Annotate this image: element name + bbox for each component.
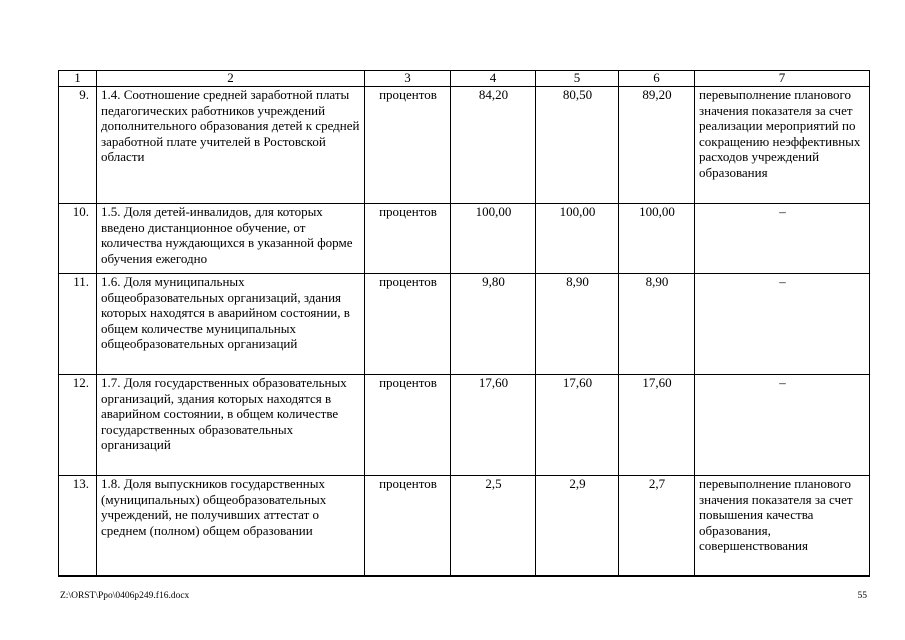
value-cell: 2,5 xyxy=(451,476,536,577)
indicator-name: 1.4. Соотношение средней заработной платы педагогических работников учреждений дополнительного образования детей к средней заработной плате учителей в Ростовской области xyxy=(97,87,365,204)
value-cell: 100,00 xyxy=(451,204,536,274)
value-cell: 89,20 xyxy=(619,87,695,204)
note-cell: – xyxy=(695,204,870,274)
value-cell: 17,60 xyxy=(451,375,536,476)
row-number: 10. xyxy=(59,204,97,274)
unit-cell: процентов xyxy=(365,87,451,204)
note-cell: перевыполнение планового значения показателя за счет реализации мероприятий по сокращению неэффективных расходов учреждений образования xyxy=(695,87,870,204)
header-cell: 5 xyxy=(536,71,619,87)
header-cell: 3 xyxy=(365,71,451,87)
table-row xyxy=(59,87,870,204)
value-cell: 8,90 xyxy=(619,274,695,375)
value-cell: 80,50 xyxy=(536,87,619,204)
header-cell: 1 xyxy=(59,71,97,87)
table-row xyxy=(59,476,870,577)
footer-file-path: Z:\ORST\Ppo\0406p249.f16.docx xyxy=(60,591,190,601)
indicator-name: 1.8. Доля выпускников государственных (муниципальных) общеобразовательных учреждений, не получивших аттестат о среднем (полном) общем образовании xyxy=(97,476,365,577)
indicator-name: 1.6. Доля муниципальных общеобразовательных организаций, здания которых находятся в аварийном состоянии, в общем количестве муниципальных общеобразовательных организаций xyxy=(97,274,365,375)
header-cell: 2 xyxy=(97,71,365,87)
value-cell: 100,00 xyxy=(619,204,695,274)
header-cell: 4 xyxy=(451,71,536,87)
indicator-table xyxy=(58,70,870,577)
note-cell: – xyxy=(695,274,870,375)
value-cell: 9,80 xyxy=(451,274,536,375)
note-cell: перевыполнение планового значения показателя за счет повышения качества образования, совершенствования xyxy=(695,476,870,577)
value-cell: 2,7 xyxy=(619,476,695,577)
value-cell: 17,60 xyxy=(536,375,619,476)
header-cell: 7 xyxy=(695,71,870,87)
value-cell: 2,9 xyxy=(536,476,619,577)
table-row xyxy=(59,375,870,476)
note-cell: – xyxy=(695,375,870,476)
row-number: 12. xyxy=(59,375,97,476)
unit-cell: процентов xyxy=(365,274,451,375)
unit-cell: процентов xyxy=(365,476,451,577)
value-cell: 8,90 xyxy=(536,274,619,375)
value-cell: 100,00 xyxy=(536,204,619,274)
value-cell: 17,60 xyxy=(619,375,695,476)
page-bottom-rule xyxy=(58,575,869,576)
indicator-name: 1.5. Доля детей-инвалидов, для которых введено дистанционное обучение, от количества нуждающихся в указанной форме обучения ежегодно xyxy=(97,204,365,274)
footer-page-number: 55 xyxy=(857,591,867,601)
value-cell: 84,20 xyxy=(451,87,536,204)
table-row xyxy=(59,274,870,375)
indicator-name: 1.7. Доля государственных образовательных организаций, здания которых находятся в аварийном состоянии, в общем количестве государственных образовательных организаций xyxy=(97,375,365,476)
row-number: 13. xyxy=(59,476,97,577)
table-row xyxy=(59,204,870,274)
row-number: 11. xyxy=(59,274,97,375)
header-cell: 6 xyxy=(619,71,695,87)
table-header-row xyxy=(59,71,870,87)
unit-cell: процентов xyxy=(365,375,451,476)
row-number: 9. xyxy=(59,87,97,204)
unit-cell: процентов xyxy=(365,204,451,274)
